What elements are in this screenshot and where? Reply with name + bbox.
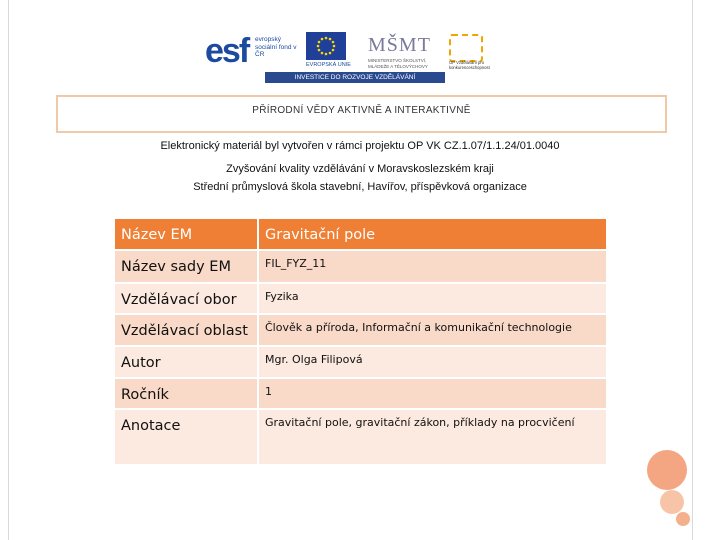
- op-vk-logo: [449, 34, 483, 62]
- title-box: [56, 95, 667, 133]
- table-row: [114, 314, 607, 346]
- row-label: Vzdělávací obor: [121, 292, 237, 308]
- esf-logo-text: evropský sociální fond v ČR: [255, 36, 297, 58]
- slide-frame-right: [692, 0, 693, 540]
- table-row: [114, 346, 607, 378]
- row-label: Anotace: [121, 418, 181, 434]
- row-value: Člověk a příroda, Informační a komunikační technologie: [265, 321, 572, 334]
- msmt-logo: MŠMT: [368, 34, 431, 56]
- decorative-circle: [660, 490, 684, 514]
- table-row: [114, 409, 607, 465]
- row-value: 1: [265, 385, 272, 398]
- school-info-line: Střední průmyslová škola stavební, Havířov, příspěvková organizace: [193, 181, 527, 193]
- row-value: FIL_FYZ_11: [265, 257, 327, 270]
- table-row: [114, 283, 607, 314]
- table-row: [114, 250, 607, 283]
- op-vk-logo-text: OP Vzdělávání pro konkurenceschopnost: [449, 60, 490, 70]
- eu-stars-icon: [306, 32, 346, 60]
- project-info-line: Elektronický materiál byl vytvořen v rámci projektu OP VK CZ.1.07/1.1.24/01.0040: [160, 140, 560, 152]
- eu-logo-text: EVROPSKÁ UNIE: [306, 62, 351, 68]
- row-label: Vzdělávací oblast: [121, 323, 248, 339]
- table-row: [114, 378, 607, 409]
- decorative-circle: [676, 512, 690, 526]
- eu-flag-logo: [306, 32, 346, 60]
- slide-frame-left: [8, 0, 9, 540]
- logo-band: [205, 30, 495, 82]
- row-value: Fyzika: [265, 290, 299, 303]
- row-value: Gravitační pole, gravitační zákon, příklady na procvičení: [265, 416, 575, 429]
- esf-mark: esf: [205, 32, 249, 70]
- row-value: Mgr. Olga Filipová: [265, 353, 363, 366]
- row-label: Název sady EM: [121, 259, 231, 275]
- investice-banner: INVESTICE DO ROZVOJE VZDĚLÁVÁNÍ: [265, 72, 445, 83]
- project-info-line: Zvyšování kvality vzdělávání v Moravskoslezském kraji: [226, 163, 494, 175]
- msmt-logo-text: MINISTERSTVO ŠKOLSTVÍ, MLÁDEŽE A TĚLOVÝCHOVY: [368, 58, 428, 69]
- row-label: Název EM: [121, 227, 193, 243]
- row-label: Autor: [121, 355, 161, 371]
- page-title: PŘÍRODNÍ VĚDY AKTIVNĚ A INTERAKTIVNĚ: [252, 105, 471, 116]
- row-label: Ročník: [121, 387, 169, 403]
- metadata-table: [113, 217, 608, 466]
- decorative-circle: [647, 450, 687, 490]
- row-value: Gravitační pole: [265, 227, 376, 243]
- table-row: [114, 218, 607, 250]
- esf-logo: [205, 32, 301, 70]
